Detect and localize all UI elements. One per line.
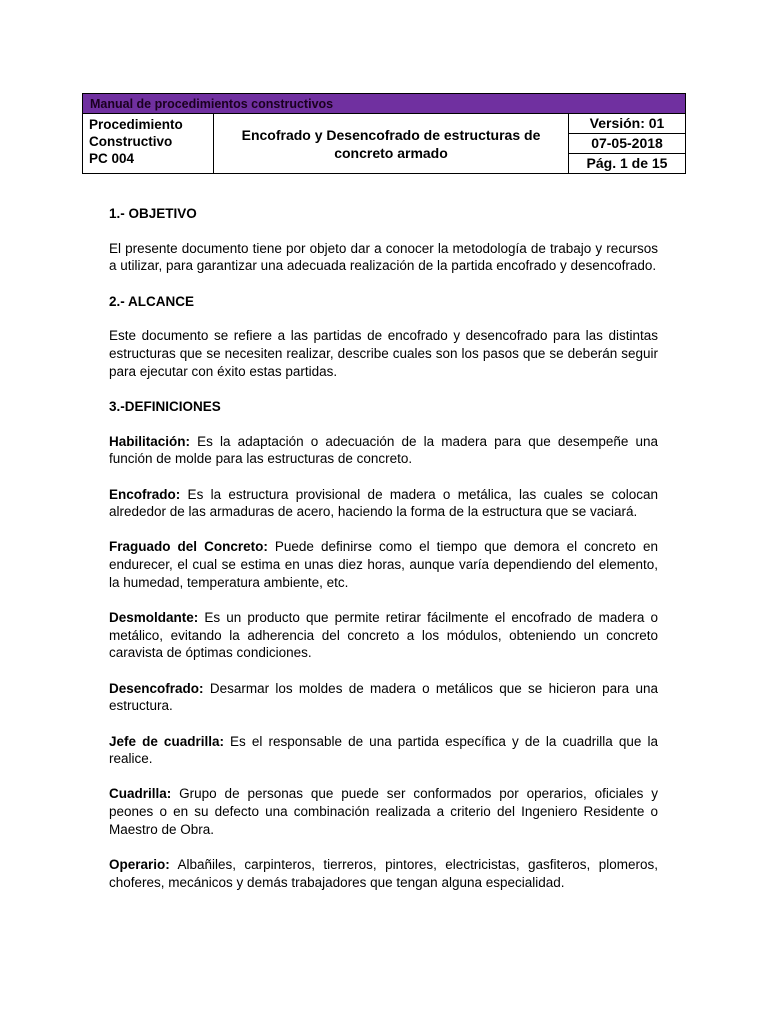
definition-text: Desarmar los moldes de madera o metálicos que se hicieron para una estructura. [109,680,658,714]
definition-term: Habilitación: [109,433,191,449]
definition-text: Grupo de personas que puede ser conformados por operarios, oficiales y peones o en su defecto una combinación realizada a criterio del Ingeniero Residente o Maestro de Obra. [109,786,658,837]
date-cell: 07-05-2018 [569,134,686,154]
definition-jefe-de-cuadrilla [109,733,658,768]
definition-text: Puede definirse como el tiempo que demora el concreto en endurecer, el cual se estima en unas diez horas, aunque varía dependiendo del elemento, la humedad, temperatura ambiente, etc. [109,539,658,590]
definition-term: Operario: [109,857,170,873]
definition-text: Albañiles, carpinteros, tierreros, pintores, electricistas, gasfiteros, plomeros, choferes, mecánicos y demás trabajadores que tengan alguna especialidad. [109,857,658,890]
document-body [109,205,658,909]
definition-desmoldante [109,609,658,662]
manual-title-row [83,94,686,114]
definition-term: Cuadrilla: [109,786,172,802]
procedure-code-cell [83,114,214,174]
definition-text: Es un producto que permite retirar fácilmente el encofrado de madera o metálico, evitando la adherencia del concreto a los módulos, obteniendo un concreto caravista de óptimas condiciones. [109,610,658,661]
procedure-code: PC 004 [89,151,135,166]
header-row-version [83,114,686,134]
definition-term: Desencofrado: [109,680,204,696]
objetivo-paragraph: El presente documento tiene por objeto dar a conocer la metodología de trabajo y recursos a utilizar, para garantizar una adecuada realización de la partida encofrado y desencofrado. [109,240,658,274]
definition-encofrado [109,486,658,521]
definition-text: Es la adaptación o adecuación de la madera para que desempeñe una función de molde para las estructuras de concreto. [109,433,658,467]
version-cell: Versión: 01 [569,114,686,134]
definition-habilitacion [109,433,658,468]
section-heading-definiciones: 3.-DEFINICIONES [109,398,221,414]
section-heading-objetivo: 1.- OBJETIVO [109,206,197,221]
section-heading-alcance: 2.- ALCANCE [109,293,195,309]
page-number-cell: Pág. 1 de 15 [569,154,686,174]
definition-term: Jefe de cuadrilla: [109,733,224,749]
definition-desencofrado [109,680,658,715]
procedure-label-1: Procedimiento [89,117,183,132]
definition-text: Es el responsable de una partida específica y de la cuadrilla que la realice. [109,733,658,767]
definition-text: Es la estructura provisional de madera o metálica, las cuales se colocan alrededor de las armaduras de acero, haciendo la forma de la estructura que se vaciará. [109,486,658,520]
document-title: Encofrado y Desencofrado de estructuras de concreto armado [214,114,569,174]
definition-fraguado [109,538,658,591]
alcance-paragraph: Este documento se refiere a las partidas de encofrado y desencofrado para las distintas estructuras que se necesiten realizar, describe cuales son los pasos que se deberán seguir para ejecutar con éxito estas partidas. [109,328,658,379]
manual-title: Manual de procedimientos constructivos [83,94,686,114]
definition-term: Encofrado: [109,486,181,502]
definition-term: Desmoldante: [109,610,199,626]
definition-term: Fraguado del Concreto: [109,539,268,555]
definition-operario [109,856,658,891]
procedure-label-2: Constructivo [89,134,173,149]
document-header-table [82,93,686,174]
definition-cuadrilla [109,785,658,838]
